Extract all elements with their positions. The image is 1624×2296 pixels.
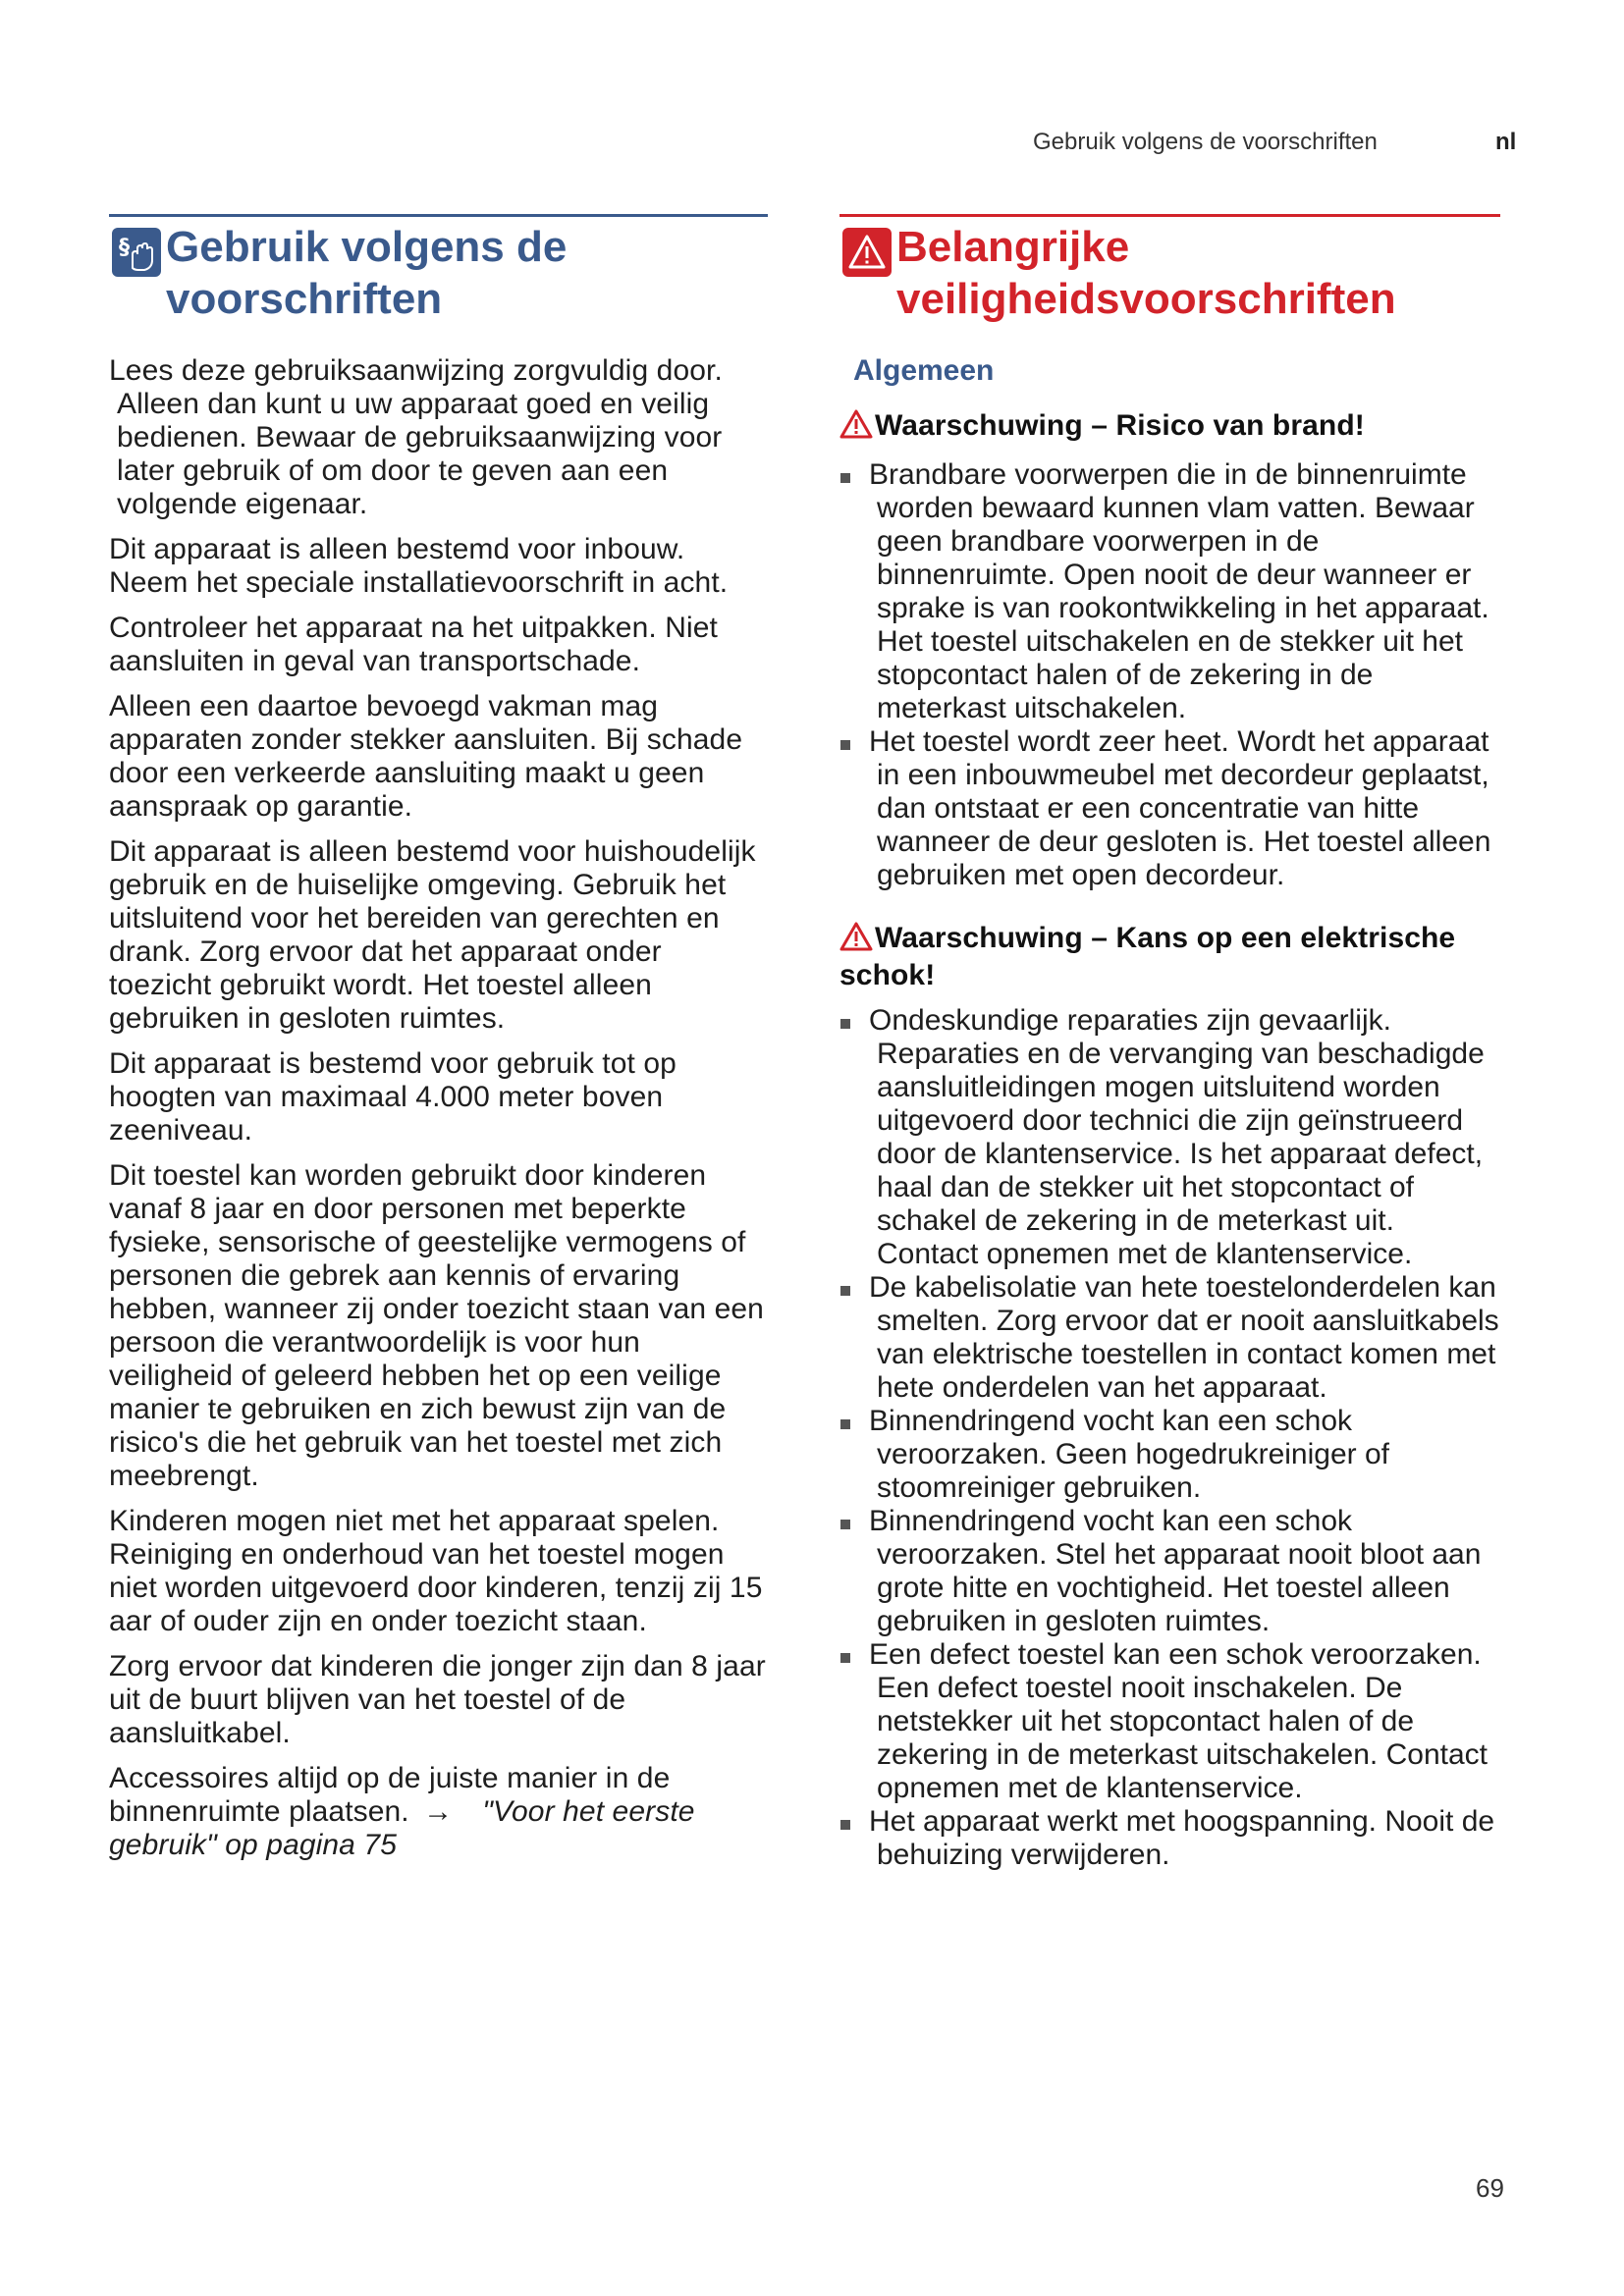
fire-warning-list	[839, 458, 1500, 892]
list-item-text: Een defect toestel kan een schok veroorzaken. Een defect toestel nooit inschakelen. De netstekker uit het stopcontact halen of de zekering in de meterkast uitschakelen. Contact opnemen met de klantenservice.	[869, 1638, 1488, 1804]
warning-title-text: Waarschuwing – Risico van brand!	[875, 409, 1365, 442]
list-item-text: Ondeskundige reparaties zijn gevaarlijk. Reparaties en de vervanging van beschadigde aansluitleidingen mogen uitsluitend worden uitgevoerd door technici die zijn geïnstrueerd door de klantenservice. Is het apparaat defect, haal dan de stekker uit het stopcontact of schakel de zekering in de meterkast uit. Contact opnemen met de klantenservice.	[869, 1004, 1485, 1270]
list-item	[839, 725, 1500, 892]
intended-use-heading-line2: voorschriften	[166, 275, 443, 323]
list-item	[839, 458, 1500, 725]
svg-text:§: §	[119, 236, 130, 260]
safety-heading	[839, 221, 1500, 325]
intended-use-heading-line1: Gebruik volgens de	[166, 223, 568, 271]
bullet-icon	[840, 1520, 850, 1529]
section-subheading: Algemeen	[853, 354, 995, 387]
shock-warning-block	[839, 922, 1500, 1872]
safety-heading-line1: Belangrijke	[896, 223, 1130, 271]
bullet-icon	[840, 1419, 850, 1429]
list-item	[839, 1004, 1500, 1271]
paragraph: Controleer het apparaat na het uitpakken. Niet aansluiten in geval van transportschade.	[109, 612, 718, 677]
list-item	[839, 1271, 1500, 1405]
arrow-right-icon: →	[423, 1795, 454, 1828]
fire-warning-title	[839, 409, 1500, 447]
paragraph-with-reference	[109, 1762, 768, 1862]
bullet-icon	[840, 1820, 850, 1830]
list-item	[839, 1405, 1500, 1505]
list-item-text: Binnendringend vocht kan een schok veroorzaken. Stel het apparaat nooit bloot aan grote hitte en vochtigheid. Het toestel alleen gebruiken in gesloten ruimtes.	[869, 1505, 1482, 1637]
list-item-text: Binnendringend vocht kan een schok veroorzaken. Geen hogedrukreiniger of stoomreiniger gebruiken.	[869, 1405, 1389, 1504]
page-number: 69	[1476, 2173, 1504, 2203]
safety-heading-line2: veiligheidsvoorschriften	[896, 275, 1396, 323]
right-column	[839, 214, 1500, 1872]
bullet-icon	[840, 473, 850, 483]
intended-use-section-header	[109, 214, 768, 325]
list-item	[839, 1805, 1500, 1872]
left-column	[109, 214, 768, 1874]
warning-triangle-icon	[842, 228, 892, 277]
intended-use-hand-icon	[112, 228, 161, 277]
intended-use-heading	[109, 221, 768, 325]
fire-warning-block	[839, 409, 1500, 892]
paragraph: Zorg ervoor dat kinderen die jonger zijn dan 8 jaar uit de buurt blijven van het toestel of de aansluitkabel.	[109, 1650, 766, 1749]
bullet-icon	[840, 1653, 850, 1663]
paragraph: Lees deze gebruiksaanwijzing zorgvuldig door. Alleen dan kunt u uw apparaat goed en veilig bedienen. Bewaar de gebruiksaanwijzing voor later gebruik of om door te geven aan een volgende eigenaar.	[109, 354, 723, 520]
list-item-text: Het toestel wordt zeer heet. Wordt het apparaat in een inbouwmeubel met decordeur geplaatst, dan ontstaat er een concentratie van hitte wanneer de deur gesloten is. Het toestel alleen gebruiken met open decordeur.	[869, 725, 1491, 891]
warning-icon	[839, 409, 873, 447]
running-header	[0, 129, 1624, 160]
paragraph-text: Accessoires altijd op de juiste manier in de binnenruimte plaatsen.	[109, 1762, 671, 1828]
paragraph: Dit apparaat is alleen bestemd voor inbouw. Neem het speciale installatievoorschrift in acht.	[109, 533, 729, 599]
bullet-icon	[840, 1286, 850, 1296]
list-item	[839, 1638, 1500, 1805]
list-item-text: De kabelisolatie van hete toestelonderdelen kan smelten. Zorg ervoor dat er nooit aansluitkabels van elektrische toestellen in contact komen met hete onderdelen van het apparaat.	[869, 1271, 1499, 1404]
paragraph: Dit apparaat is bestemd voor gebruik tot op hoogten van maximaal 4.000 meter boven zeeniveau.	[109, 1047, 677, 1147]
intended-use-body	[109, 354, 768, 1862]
paragraph: Dit toestel kan worden gebruikt door kinderen vanaf 8 jaar en door personen met beperkte fysieke, sensorische of geestelijke vermogens of personen die gebrek aan kennis of ervaring hebben, wanneer zij onder toezicht staan van een persoon die verantwoordelijk is voor hun veiligheid of geleerd hebben het op een veilige manier te gebruiken en zich bewust zijn van de risico's die het gebruik van het toestel met zich meebrengt.	[109, 1159, 764, 1492]
list-item	[839, 1505, 1500, 1638]
running-title: Gebruik volgens de voorschriften	[1033, 129, 1378, 155]
shock-warning-list	[839, 1004, 1500, 1872]
list-item-text: Brandbare voorwerpen die in de binnenruimte worden bewaard kunnen vlam vatten. Bewaar geen brandbare voorwerpen in de binnenruimte. Open nooit de deur wanneer er sprake is van rookontwikkeling in het apparaat. Het toestel uitschakelen en de stekker uit het stopcontact halen of de zekering in de meterkast uitschakelen.	[869, 458, 1489, 724]
shock-warning-title	[839, 922, 1500, 992]
bullet-icon	[840, 1019, 850, 1029]
list-item-text: Het apparaat werkt met hoogspanning. Nooit de behuizing verwijderen.	[869, 1805, 1495, 1871]
language-code: nl	[1495, 129, 1517, 155]
warning-title-text: Waarschuwing – Kans op een elektrische schok!	[839, 922, 1456, 991]
paragraph: Dit apparaat is alleen bestemd voor huishoudelijk gebruik en de huiselijke omgeving. Gebruik het uitsluitend voor het bereiden van gerechten en drank. Zorg ervoor dat het apparaat onder toezicht gebruikt wordt. Het toestel alleen gebruiken in gesloten ruimtes.	[109, 835, 756, 1035]
paragraph: Alleen een daartoe bevoegd vakman mag apparaten zonder stekker aansluiten. Bij schade door een verkeerde aansluiting maakt u geen aanspraak op garantie.	[109, 690, 743, 823]
warning-icon	[839, 922, 873, 959]
paragraph: Kinderen mogen niet met het apparaat spelen. Reiniging en onderhoud van het toestel mogen niet worden uitgevoerd door kinderen, tenzij zij 15 aar of ouder zijn en onder toezicht staan.	[109, 1505, 763, 1637]
cross-reference-link[interactable]: "Voor het eerste gebruik" op pagina 75	[109, 1795, 695, 1861]
bullet-icon	[840, 740, 850, 750]
safety-section-header	[839, 214, 1500, 325]
